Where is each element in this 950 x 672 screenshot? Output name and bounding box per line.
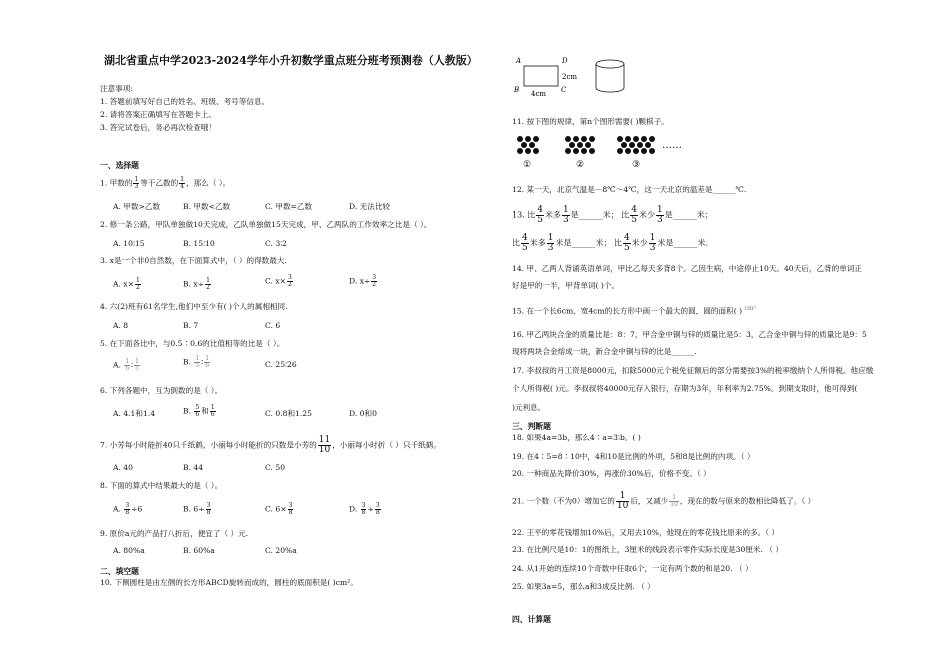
fraction: $\frac{1}{5}$ (135, 358, 139, 372)
question-13-line2: 比 $\frac{4}{5}$ 米多 $\frac{1}{3}$ 米是______米； 比 $\frac{4}{5}$ 米少 $\frac{1}{3}$ 米是______米. (512, 233, 709, 253)
question-8: 8. 下面的算式中结果最大的是（ ）。 (100, 481, 223, 490)
note-item: 2. 请将答案正确填写在答题卡上。 (100, 110, 216, 119)
fraction: $\frac{1}{6}$ (210, 404, 215, 418)
question-20: 20. 一种商品先降价30%，再涨价30%后，价格不变。（ ） (512, 469, 711, 478)
option[interactable]: C. 6 (265, 321, 281, 330)
question-14: 14. 甲、乙两人背诵英语单词，甲比乙每天多背8个。乙因生病，中途停止10天。40天后，乙背的单词正 (512, 264, 862, 273)
option[interactable]: C. 20%a (265, 546, 297, 555)
option[interactable]: A. 甲数>乙数 (113, 202, 161, 211)
question-17: 17. 李叔叔的月工资是8000元，扣除5000元个税免征额后的部分需要按3%的税率缴纳个人所得税。他应缴 (512, 366, 874, 375)
fraction: $\frac{3}{2}$ (372, 274, 377, 288)
notes-heading: 注意事项: (100, 84, 133, 93)
question-24: 24. 从1开始的连续10个奇数中任取6个，一定有两个数的和是20. （ ） (512, 564, 753, 573)
option[interactable]: D. 0和0 (349, 409, 377, 418)
option[interactable]: B. 7 (183, 321, 199, 330)
label-width: 4cm (531, 90, 547, 98)
note-item: 1. 答题前填写好自己的姓名、班级、考号等信息。 (100, 97, 270, 106)
ellipsis: …… (662, 140, 682, 151)
question-4: 4. 六(2)班有61名学生,他们中至少有( )个人的属相相同. (100, 302, 288, 311)
label-height: 2cm (562, 73, 578, 81)
option[interactable]: B. 60%a (183, 546, 215, 555)
fraction: $\frac{3}{8}$ (288, 502, 293, 516)
question-25: 25. 如果3a=5，那么a和3成反比例. （ ） (512, 582, 655, 591)
option[interactable]: D. $\frac{3}{8}$ ÷ $\frac{3}{8}$ (349, 502, 380, 516)
label-c: C (561, 86, 567, 94)
option[interactable]: B. 甲数<乙数 (183, 202, 231, 211)
fraction: $\frac{3}{8}$ (125, 502, 130, 516)
fraction: $\frac{1}{4}$ (180, 176, 185, 190)
option[interactable]: C. 甲数=乙数 (265, 202, 313, 211)
rectangle-abcd (524, 66, 558, 86)
rectangle-cylinder-figure (512, 52, 632, 100)
option[interactable]: A. x× $\frac{1}{2}$ (113, 277, 140, 291)
fraction: $\frac{1}{3}$ (657, 205, 663, 225)
question-3: 3. x是一个非0自然数，在下面算式中，（ ）的得数最大. (100, 256, 287, 265)
option[interactable]: A. 40 (113, 463, 133, 472)
fraction: $\frac{1}{2}$ (135, 277, 140, 291)
figure-label: ② (576, 160, 585, 170)
section-fill: 二、填空题 (100, 567, 139, 576)
question-6: 6. 下列各题中，互为倒数的是（ ）。 (100, 386, 223, 395)
question-13: 13. 比 $\frac{4}{5}$ 米多 $\frac{1}{3}$ 是______米； 比 $\frac{4}{5}$ 米少 $\frac{1}{3}$ 是______米； (512, 205, 713, 225)
fraction: $\frac{1}{5}$ (195, 355, 200, 369)
option[interactable]: C. 3∶2 (265, 239, 288, 248)
option[interactable]: A. 4.1和1.4 (113, 409, 156, 418)
option[interactable]: D. x÷ $\frac{3}{2}$ (349, 274, 377, 288)
pattern-1 (517, 136, 539, 154)
option[interactable]: C. 6× $\frac{3}{8}$ (265, 502, 293, 516)
question-14-line2: 好是甲的一半，甲背单词( )个。 (512, 281, 620, 290)
section-judge: 三、判断题 (512, 422, 551, 431)
fraction: $\frac{4}{5}$ (631, 205, 638, 225)
note-item: 3. 答完试卷后，务必再次检查哦！ (100, 123, 216, 132)
question-5: 5. 在下面各比中，与0.5∶0.6的比值相等的比是（ ）。 (100, 339, 285, 348)
figure-label: ③ (632, 160, 641, 170)
option[interactable]: B. 44 (183, 463, 204, 472)
question-17-line3: )元利息。 (512, 403, 546, 412)
label-a: A (516, 57, 522, 65)
question-16-line2: 现将两块合金熔成一块，新合金中铜与锌的比是______. (512, 347, 697, 356)
fraction: $\frac{1}{6}$ (205, 355, 210, 369)
option[interactable]: C. x× $\frac{3}{2}$ (265, 274, 292, 288)
pattern-2 (565, 136, 595, 154)
exam-title: 湖北省重点中学2023-2024学年小升初数学重点班分班考预测卷（人教版） (104, 54, 478, 67)
fraction: $\frac{1}{3}$ (563, 205, 569, 225)
fraction: $\frac{11}{10}$ (318, 435, 331, 455)
question-23: 23. 在比例尺是10：1的图纸上，3厘米的线段表示零件实际长度是30厘米. （ ） (512, 545, 783, 554)
cylinder (596, 60, 624, 92)
fraction: $\frac{1}{3}$ (649, 233, 656, 253)
fraction: $\frac{1}{2}$ (206, 277, 210, 291)
question-19: 19. 在4∶5=8∶10中，4和10是比例的外项，5和8是比例的内项。（ ） (512, 452, 755, 461)
question-16: 16. 甲乙两块合金的质量比是：8：7，甲合金中铜与锌的质量比是5：3，乙合金中铜与锌的质量比是9：5 (512, 330, 867, 339)
option[interactable]: D. 无法比较 (349, 202, 391, 211)
option[interactable]: B. 15∶10 (183, 239, 215, 248)
question-17-line2: 个人所得税( )元。李叔叔将40000元存入银行，存期为3年，年利率为2.75%。到期支取时，他可得到( (512, 384, 858, 393)
option[interactable]: A. 80%a (113, 546, 145, 555)
question-21: 21. 一个数（不为0）增加它的 $\frac{1}{10}$ 后，又减少 $\frac{1}{10}$ ，现在的数与原来的数相比降低了。（ ） (512, 491, 816, 511)
fraction: $\frac{1}{6}$ (125, 358, 130, 372)
option[interactable]: A. 10∶15 (113, 239, 145, 248)
option[interactable]: A. 8 (113, 321, 129, 330)
section-calc: 四、计算题 (512, 615, 551, 624)
question-1: 1. 甲数的 $\frac{1}{3}$ 等于乙数的 $\frac{1}{4}$ ，那么（ ）。 (100, 176, 231, 190)
question-11: 11. 按下图的规律，第n个图形需要( )颗棋子。 (512, 117, 669, 126)
fraction: $\frac{1}{10}$ (616, 491, 629, 511)
option[interactable]: B. 6÷ $\frac{3}{8}$ (183, 502, 211, 516)
option[interactable]: A. $\frac{1}{6}$ ∶ $\frac{1}{5}$ (113, 358, 139, 372)
fraction: $\frac{3}{8}$ (375, 502, 380, 516)
question-18: 18. 如果4a=3b，那么4∶a=3∶b。( ) (512, 433, 641, 442)
fraction: $\frac{5}{6}$ (195, 404, 200, 418)
fraction: $\frac{3}{2}$ (288, 274, 292, 288)
option[interactable]: B. x÷ $\frac{1}{2}$ (183, 277, 210, 291)
fraction: $\frac{3}{8}$ (206, 502, 211, 516)
question-15: 15. 在一个长6cm、宽4cm的长方形中画一个最大的圆，圆的面积( ) $^{cm^2}$ (512, 305, 756, 316)
question-2: 2. 修一条公路，甲队单独做10天完成，乙队单独做15天完成，甲、乙两队的工作效率之比是（ ）。 (100, 220, 432, 229)
option[interactable]: C. 0.8和1.25 (265, 409, 312, 418)
question-7: 7. 小芳每小时能折40只千纸鹤，小丽每小时能折的只数是小芳的 $\frac{11}{10}$ ，小丽每小时折（ ）只千纸鹤。 (100, 435, 441, 455)
question-9: 9. 原价a元的产品打八折后，便宜了（ ）元. (100, 529, 249, 538)
option[interactable]: B. $\frac{1}{5}$ ∶ $\frac{1}{6}$ (183, 355, 210, 369)
figure-label: ① (523, 160, 532, 170)
fraction: $\frac{4}{5}$ (537, 205, 543, 225)
fraction: $\frac{4}{5}$ (624, 233, 630, 253)
option[interactable]: C. 25∶26 (265, 360, 297, 369)
fraction: $\frac{4}{5}$ (522, 233, 528, 253)
section-choice: 一、选择题 (100, 161, 139, 170)
question-12: 12. 某一天，北京气温是－8℃～4℃，这一天北京的温差是______℃. (512, 185, 747, 194)
pattern-3 (617, 136, 655, 154)
fraction: $\frac{1}{3}$ (547, 233, 554, 253)
dot-pattern-figure (514, 133, 714, 173)
question-22: 22. 王平的零花钱增加10%后，又用去10%，他现在的零花钱比原来的多。（ ） (512, 528, 780, 537)
option[interactable]: A. $\frac{3}{8}$ ÷6 (113, 502, 143, 516)
question-10: 10. 下侧圆柱是由左侧的长方形ABCD旋转而成的，圆柱的底面积是( )cm²。 (100, 578, 358, 587)
label-d: D (562, 57, 568, 65)
fraction: $\frac{1}{3}$ (134, 176, 139, 190)
option[interactable]: B. $\frac{5}{6}$ 和 $\frac{1}{6}$ (183, 404, 215, 418)
fraction: $\frac{1}{10}$ (670, 494, 678, 508)
label-b: B (514, 86, 520, 94)
fraction: $\frac{3}{8}$ (361, 502, 366, 516)
option[interactable]: C. 50 (265, 463, 286, 472)
